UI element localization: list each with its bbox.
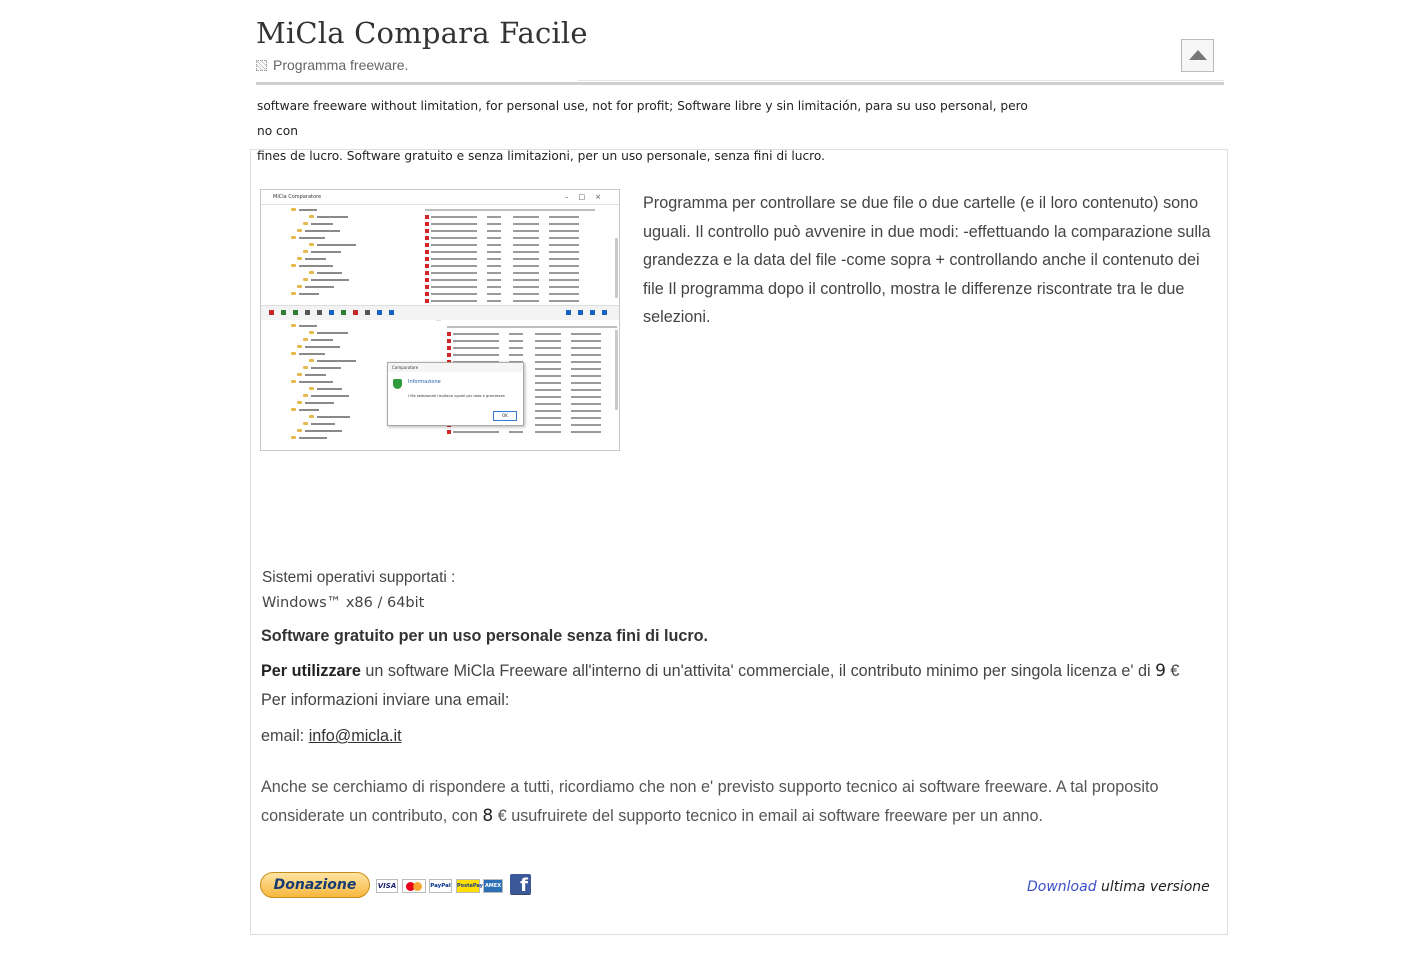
screenshot-list-row [513, 223, 539, 225]
screenshot-list-row [571, 340, 601, 342]
screenshot-tree-label [305, 402, 334, 404]
commercial-price: 9 [1155, 661, 1166, 681]
screenshot-tree-label [299, 293, 319, 295]
postepay-card-icon: PostePay [456, 879, 480, 893]
screenshot-list-row [535, 382, 561, 384]
screenshot-folder-icon [291, 208, 296, 211]
pdf-file-icon [425, 222, 429, 226]
scroll-top-button[interactable] [1181, 39, 1214, 72]
screenshot-list-row [535, 403, 561, 405]
screenshot-list-row [453, 333, 499, 335]
support-text-before: Anche se cerchiamo di rispondere a tutti, ricordiamo che non e' previsto supporto tecnico ai software freeware. A tal proposito considerate un contributo, con [261, 778, 1159, 825]
screenshot-list-row [509, 333, 523, 335]
pdf-file-icon [425, 243, 429, 247]
pdf-file-icon [425, 299, 429, 303]
screenshot-list-row [549, 300, 579, 302]
screenshot-list-row [453, 431, 499, 433]
screenshot-list-row [431, 230, 477, 232]
download-suffix: ultima versione [1101, 879, 1210, 895]
screenshot-list-row [453, 347, 499, 349]
screenshot-toolbar-icon [578, 310, 583, 315]
screenshot-tree-label [317, 388, 342, 390]
screenshot-toolbar-icon [293, 310, 298, 315]
screenshot-list-row [571, 389, 601, 391]
screenshot-list-row [487, 300, 501, 302]
screenshot-toolbar-icon [602, 310, 607, 315]
screenshot-list-row [513, 244, 539, 246]
screenshot-tree-label [311, 367, 341, 369]
screenshot-folder-icon [309, 415, 314, 418]
dialog-heading: Informazione [408, 379, 441, 385]
screenshot-dialog [387, 362, 524, 426]
screenshot-list-row [571, 410, 601, 412]
screenshot-toolbar-icon [566, 310, 571, 315]
screenshot-tree-label [299, 265, 333, 267]
screenshot-list-row [509, 354, 523, 356]
screenshot-upper-tree [261, 205, 416, 305]
pdf-file-icon [425, 271, 429, 275]
screenshot-toolbar [261, 305, 619, 321]
screenshot-tree-label [305, 374, 326, 376]
support-price: 8 [482, 806, 494, 826]
mastercard-card-icon [402, 879, 426, 893]
screenshot-tree-label [305, 286, 334, 288]
screenshot-tree-label [317, 216, 348, 218]
screenshot-list-row [431, 216, 477, 218]
email-label: email: [261, 727, 309, 745]
screenshot-list-row [513, 230, 539, 232]
screenshot-folder-icon [291, 292, 296, 295]
screenshot-tree-label [311, 251, 341, 253]
screenshot-folder-icon [291, 324, 296, 327]
screenshot-folder-icon [303, 250, 308, 253]
subtitle-text: Programma freeware. [273, 57, 409, 73]
screenshot-list-row [487, 223, 501, 225]
program-description: Programma per controllare se due file o due cartelle (e il loro contenuto) sono uguali. Il controllo può avvenire in due modi: -effettuando la comparazione sulla grandezza e la data del file -come sopra + controllando anche il contenuto dei file Il programma dopo il controllo, mostra le differenze riscontrate tra le due selezioni. [643, 194, 1211, 327]
screenshot-list-row [431, 237, 477, 239]
screenshot-tree-label [311, 279, 349, 281]
screenshot-list-row [549, 244, 579, 246]
screenshot-toolbar-icon [269, 310, 274, 315]
screenshot-toolbar-icon [389, 310, 394, 315]
screenshot-list-row [571, 375, 601, 377]
screenshot-list-row [535, 333, 561, 335]
screenshot-list-row [549, 251, 579, 253]
screenshot-list-row [431, 286, 477, 288]
screenshot-folder-icon [303, 222, 308, 225]
pdf-file-icon [447, 339, 451, 343]
screenshot-folder-icon [309, 215, 314, 218]
screenshot-list-row [431, 244, 477, 246]
screenshot-list-row [571, 396, 601, 398]
commercial-currency: € [1165, 662, 1180, 680]
screenshot-folder-icon [303, 278, 308, 281]
screenshot-folder-icon [291, 380, 296, 383]
screenshot-toolbar-icon [353, 310, 358, 315]
screenshot-list-row [571, 354, 601, 356]
screenshot-tree-label [299, 381, 333, 383]
screenshot-tree-label [299, 409, 319, 411]
screenshot-list-row [513, 216, 539, 218]
screenshot-list-row [487, 265, 501, 267]
screenshot-list-row [549, 286, 579, 288]
screenshot-folder-icon [291, 436, 296, 439]
commercial-license-text [261, 661, 1179, 681]
screenshot-list-row [549, 216, 579, 218]
screenshot-list-row [487, 244, 501, 246]
intro-line-1: software freeware without limitation, for personal use, not for profit; Software libre y sin limitación, para su uso personal, pero no con [257, 99, 1028, 138]
pdf-file-icon [425, 278, 429, 282]
screenshot-list-row [487, 286, 501, 288]
program-screenshot[interactable] [260, 189, 620, 451]
screenshot-folder-icon [291, 408, 296, 411]
screenshot-list-row [431, 223, 477, 225]
email-link[interactable]: info@micla.it [308, 727, 402, 745]
screenshot-toolbar-icon [317, 310, 322, 315]
screenshot-list-row [487, 216, 501, 218]
screenshot-list-row [513, 279, 539, 281]
screenshot-list-row [535, 340, 561, 342]
screenshot-list-row [549, 265, 579, 267]
screenshot-list-row [487, 251, 501, 253]
screenshot-window-title: MiCla Comparatore [273, 194, 322, 200]
screenshot-list-row [549, 293, 579, 295]
screenshot-list-row [571, 417, 601, 419]
screenshot-tree-label [317, 332, 348, 334]
site-title[interactable]: MiCla Compara Facile [256, 16, 588, 50]
screenshot-tree-label [299, 353, 325, 355]
screenshot-folder-icon [297, 285, 302, 288]
download-area [1027, 879, 1210, 895]
screenshot-list-row [487, 293, 501, 295]
screenshot-list-row [431, 272, 477, 274]
screenshot-list-row [535, 375, 561, 377]
screenshot-list-row [431, 279, 477, 281]
screenshot-list-row [453, 340, 499, 342]
screenshot-folder-icon [303, 422, 308, 425]
screenshot-list-row [535, 424, 561, 426]
pdf-file-icon [447, 353, 451, 357]
screenshot-list-row [535, 361, 561, 363]
screenshot-folder-icon [297, 373, 302, 376]
shield-check-icon [393, 379, 402, 389]
pdf-file-icon [425, 250, 429, 254]
screenshot-folder-icon [297, 429, 302, 432]
screenshot-folder-icon [291, 352, 296, 355]
free-use-note: Software gratuito per un uso personale senza fini di lucro. [261, 627, 709, 645]
grid-dot-icon [256, 60, 267, 71]
email-line [261, 727, 402, 746]
screenshot-toolbar-icon [377, 310, 382, 315]
facebook-icon[interactable]: f [510, 874, 531, 895]
screenshot-list-row [431, 258, 477, 260]
pdf-file-icon [425, 292, 429, 296]
screenshot-list-row [487, 230, 501, 232]
header-divider [256, 82, 1224, 85]
pdf-file-icon [425, 236, 429, 240]
screenshot-list-row [535, 389, 561, 391]
screenshot-tree-label [299, 209, 317, 211]
screenshot-tree-label [311, 339, 333, 341]
window-controls-icon: –□× [565, 193, 611, 201]
screenshot-list-row [549, 237, 579, 239]
screenshot-list-row [571, 403, 601, 405]
screenshot-tree-label [299, 437, 327, 439]
dialog-message: I file selezionati risultano uguali per data e grandezza [408, 394, 505, 398]
screenshot-list-row [549, 272, 579, 274]
screenshot-toolbar-icon [365, 310, 370, 315]
screenshot-list-row [509, 431, 523, 433]
pdf-file-icon [425, 257, 429, 261]
screenshot-titlebar [261, 190, 619, 205]
screenshot-list-row [513, 258, 539, 260]
screenshot-list-row [431, 265, 477, 267]
screenshot-list-row [549, 230, 579, 232]
intro-line-2: fines de lucro. Software gratuito e senza limitazioni, per un uso personale, senza fini di lucro. [257, 149, 826, 163]
screenshot-list-row [535, 368, 561, 370]
pdf-file-icon [425, 229, 429, 233]
screenshot-folder-icon [291, 264, 296, 267]
screenshot-list-row [535, 417, 561, 419]
screenshot-toolbar-icon [341, 310, 346, 315]
screenshot-list-row [487, 272, 501, 274]
pdf-file-icon [447, 346, 451, 350]
screenshot-list-row [487, 237, 501, 239]
screenshot-list-row [549, 279, 579, 281]
os-value: Windows™ x86 / 64bit [262, 595, 425, 611]
screenshot-list-row [571, 333, 601, 335]
screenshot-tree-label [311, 223, 333, 225]
screenshot-list-row [513, 251, 539, 253]
screenshot-list-row [513, 237, 539, 239]
screenshot-tree-label [317, 244, 356, 246]
screenshot-tree-label [305, 430, 342, 432]
pdf-file-icon [425, 264, 429, 268]
screenshot-list-row [571, 424, 601, 426]
pdf-file-icon [447, 332, 451, 336]
scroll-top-arrow-icon [1189, 50, 1207, 60]
screenshot-list-row [535, 431, 561, 433]
support-text-after: € usufruirete del supporto tecnico in email ai software freeware per un anno. [493, 807, 1043, 825]
screenshot-list-row [535, 347, 561, 349]
screenshot-list-row [513, 265, 539, 267]
screenshot-folder-icon [297, 401, 302, 404]
screenshot-folder-icon [297, 257, 302, 260]
screenshot-folder-icon [309, 331, 314, 334]
screenshot-list-row [571, 361, 601, 363]
screenshot-list-row [453, 354, 499, 356]
info-text: Per informazioni inviare una email: [261, 691, 510, 709]
paypal-card-icon: PayPal [429, 879, 452, 893]
pdf-file-icon [425, 215, 429, 219]
screenshot-list-row [571, 382, 601, 384]
screenshot-list-row [571, 347, 601, 349]
page-header [256, 14, 1226, 86]
screenshot-list-row [487, 279, 501, 281]
screenshot-list-row [509, 347, 523, 349]
screenshot-list-row [513, 300, 539, 302]
pdf-file-icon [447, 430, 451, 434]
amex-card-icon: AMEX [483, 879, 503, 893]
screenshot-folder-icon [297, 345, 302, 348]
screenshot-list-row [487, 258, 501, 260]
screenshot-list-row [431, 293, 477, 295]
screenshot-folder-icon [309, 359, 314, 362]
dialog-title: Comparatore [388, 363, 523, 372]
screenshot-folder-icon [297, 229, 302, 232]
screenshot-toolbar-icon [281, 310, 286, 315]
commercial-lead: Per utilizzare [261, 662, 361, 680]
screenshot-tree-label [299, 325, 317, 327]
screenshot-tree-label [299, 237, 325, 239]
screenshot-list-row [535, 354, 561, 356]
site-subtitle [256, 57, 408, 73]
os-label: Sistemi operativi supportati : [262, 569, 456, 586]
screenshot-list-row [571, 368, 601, 370]
screenshot-folder-icon [303, 338, 308, 341]
screenshot-list-row [513, 286, 539, 288]
screenshot-tree-label [317, 272, 342, 274]
screenshot-tree-label [311, 423, 335, 425]
screenshot-tree-label [305, 258, 326, 260]
screenshot-folder-icon [309, 271, 314, 274]
screenshot-list-header [447, 326, 617, 328]
screenshot-tree-label [311, 395, 349, 397]
screenshot-list-row [513, 293, 539, 295]
screenshot-tree-label [305, 230, 340, 232]
screenshot-list-header [425, 209, 595, 211]
screenshot-list-row [535, 410, 561, 412]
pdf-file-icon [425, 285, 429, 289]
screenshot-folder-icon [309, 387, 314, 390]
screenshot-list-row [535, 396, 561, 398]
visa-card-icon: VISA [376, 879, 398, 893]
screenshot-tree-label [317, 416, 350, 418]
screenshot-list-row [513, 272, 539, 274]
screenshot-toolbar-icon [329, 310, 334, 315]
screenshot-list-row [509, 340, 523, 342]
screenshot-scrollbar [615, 238, 618, 298]
screenshot-list-row [549, 258, 579, 260]
screenshot-toolbar-icon [305, 310, 310, 315]
screenshot-folder-icon [303, 366, 308, 369]
screenshot-tree-label [305, 346, 340, 348]
support-text [261, 773, 1216, 831]
screenshot-scrollbar [615, 330, 618, 410]
screenshot-list-row [549, 223, 579, 225]
screenshot-list-row [431, 300, 477, 302]
screenshot-list-row [571, 431, 601, 433]
screenshot-toolbar-icon [590, 310, 595, 315]
download-link[interactable]: Download [1027, 879, 1097, 895]
screenshot-folder-icon [309, 243, 314, 246]
commercial-body: un software MiCla Freeware all'interno di un'attivita' commerciale, il contributo minimo per singola licenza e' di [360, 662, 1156, 680]
screenshot-folder-icon [291, 236, 296, 239]
donate-button[interactable]: Donazione [260, 872, 370, 898]
screenshot-list-row [431, 251, 477, 253]
screenshot-folder-icon [303, 394, 308, 397]
header-divider-light [578, 80, 1224, 81]
screenshot-upper-list [419, 205, 619, 305]
dialog-ok-button: OK [493, 411, 517, 421]
screenshot-tree-label [317, 360, 356, 362]
